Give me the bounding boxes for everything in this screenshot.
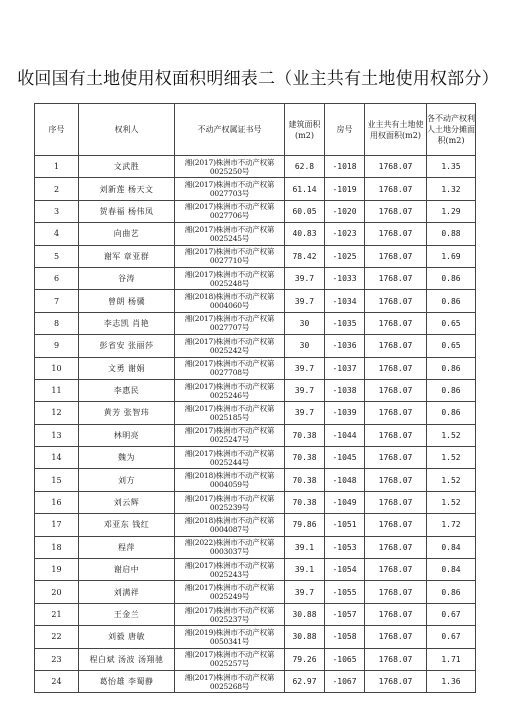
shared-land-area: 1768.07 [365, 469, 427, 491]
allocated-land-area: 0.86 [427, 379, 476, 401]
building-area: 62.8 [285, 156, 325, 178]
row-number: 10 [35, 357, 79, 379]
table-header-row [35, 104, 476, 156]
cert-number: 湘(2017)株洲市不动产权第0025257号 [175, 648, 285, 670]
table-row [35, 491, 476, 513]
row-number: 9 [35, 335, 79, 357]
col-header-cert: 不动产权属证书号 [175, 104, 285, 156]
allocated-land-area: 0.88 [427, 223, 476, 245]
cert-number: 湘(2017)株洲市不动产权第0025249号 [175, 581, 285, 603]
owner-name: 魏为 [79, 447, 175, 469]
col-header-shared: 业主共有土地使用权面积(m2) [365, 104, 427, 156]
cert-number: 湘(2022)株洲市不动产权第0003037号 [175, 536, 285, 558]
allocated-land-area: 1.52 [427, 469, 476, 491]
table-row [35, 469, 476, 491]
table-row [35, 312, 476, 334]
owner-name: 向曲艺 [79, 223, 175, 245]
table-row [35, 156, 476, 178]
shared-land-area: 1768.07 [365, 156, 427, 178]
owner-name: 文勇 谢娟 [79, 357, 175, 379]
row-number: 13 [35, 424, 79, 446]
building-area: 30.88 [285, 603, 325, 625]
building-area: 61.14 [285, 178, 325, 200]
owner-name: 黄芳 张智玮 [79, 402, 175, 424]
allocated-land-area: 0.67 [427, 626, 476, 648]
allocated-land-area: 1.52 [427, 447, 476, 469]
room-number: -1020 [325, 200, 365, 222]
allocated-land-area: 0.86 [427, 290, 476, 312]
building-area: 39.7 [285, 357, 325, 379]
cert-number: 湘(2017)株洲市不动产权第0025239号 [175, 491, 285, 513]
owner-name: 谷涛 [79, 267, 175, 289]
shared-land-area: 1768.07 [365, 245, 427, 267]
room-number: -1054 [325, 559, 365, 581]
owner-name: 李惠民 [79, 379, 175, 401]
table-row [35, 603, 476, 625]
cert-number: 湘(2018)株洲市不动产权第0004087号 [175, 514, 285, 536]
allocated-land-area: 1.36 [427, 670, 476, 692]
building-area: 70.38 [285, 424, 325, 446]
room-number: -1051 [325, 514, 365, 536]
room-number: -1049 [325, 491, 365, 513]
room-number: -1057 [325, 603, 365, 625]
building-area: 39.7 [285, 379, 325, 401]
col-header-share: 各不动产权利人土地分摊面积(m2) [427, 104, 476, 156]
allocated-land-area: 1.52 [427, 491, 476, 513]
building-area: 79.86 [285, 514, 325, 536]
row-number: 17 [35, 514, 79, 536]
owner-name: 曾朗 杨骥 [79, 290, 175, 312]
cert-number: 湘(2017)株洲市不动产权第0025243号 [175, 559, 285, 581]
cert-number: 湘(2019)株洲市不动产权第0050341号 [175, 626, 285, 648]
building-area: 39.1 [285, 536, 325, 558]
owner-name: 程萍 [79, 536, 175, 558]
table-row [35, 335, 476, 357]
room-number: -1038 [325, 379, 365, 401]
shared-land-area: 1768.07 [365, 514, 427, 536]
cert-number: 湘(2017)株洲市不动产权第0025250号 [175, 156, 285, 178]
owner-name: 刘方 [79, 469, 175, 491]
shared-land-area: 1768.07 [365, 581, 427, 603]
row-number: 24 [35, 670, 79, 692]
allocated-land-area: 0.86 [427, 402, 476, 424]
shared-land-area: 1768.07 [365, 603, 427, 625]
allocated-land-area: 1.32 [427, 178, 476, 200]
row-number: 19 [35, 559, 79, 581]
shared-land-area: 1768.07 [365, 312, 427, 334]
owner-name: 刘毅 唐敏 [79, 626, 175, 648]
table-row [35, 447, 476, 469]
shared-land-area: 1768.07 [365, 402, 427, 424]
building-area: 70.38 [285, 491, 325, 513]
table-row [35, 200, 476, 222]
cert-number: 湘(2017)株洲市不动产权第0025248号 [175, 267, 285, 289]
row-number: 6 [35, 267, 79, 289]
building-area: 40.83 [285, 223, 325, 245]
shared-land-area: 1768.07 [365, 626, 427, 648]
room-number: -1067 [325, 670, 365, 692]
shared-land-area: 1768.07 [365, 491, 427, 513]
allocated-land-area: 1.72 [427, 514, 476, 536]
owner-name: 文武胜 [79, 156, 175, 178]
row-number: 14 [35, 447, 79, 469]
owner-name: 李志凯 肖艳 [79, 312, 175, 334]
table-row [35, 379, 476, 401]
table-row [35, 514, 476, 536]
room-number: -1037 [325, 357, 365, 379]
owner-name: 刘新莲 杨天文 [79, 178, 175, 200]
table-row [35, 559, 476, 581]
allocated-land-area: 0.67 [427, 603, 476, 625]
cert-number: 湘(2017)株洲市不动产权第0027707号 [175, 312, 285, 334]
building-area: 70.38 [285, 469, 325, 491]
table-row [35, 581, 476, 603]
owner-name: 刘云辉 [79, 491, 175, 513]
room-number: -1055 [325, 581, 365, 603]
cert-number: 湘(2017)株洲市不动产权第0025268号 [175, 670, 285, 692]
building-area: 39.7 [285, 402, 325, 424]
cert-number: 湘(2017)株洲市不动产权第0027703号 [175, 178, 285, 200]
table-row [35, 267, 476, 289]
allocated-land-area: 1.52 [427, 424, 476, 446]
building-area: 39.1 [285, 559, 325, 581]
room-number: -1039 [325, 402, 365, 424]
row-number: 21 [35, 603, 79, 625]
cert-number: 湘(2017)株洲市不动产权第0025247号 [175, 424, 285, 446]
land-area-table [34, 103, 476, 693]
owner-name: 贺春福 杨伟凤 [79, 200, 175, 222]
room-number: -1034 [325, 290, 365, 312]
cert-number: 湘(2017)株洲市不动产权第0027710号 [175, 245, 285, 267]
shared-land-area: 1768.07 [365, 178, 427, 200]
row-number: 7 [35, 290, 79, 312]
allocated-land-area: 0.86 [427, 357, 476, 379]
room-number: -1036 [325, 335, 365, 357]
building-area: 70.38 [285, 447, 325, 469]
row-number: 16 [35, 491, 79, 513]
room-number: -1033 [325, 267, 365, 289]
shared-land-area: 1768.07 [365, 223, 427, 245]
table-row [35, 670, 476, 692]
allocated-land-area: 1.29 [427, 200, 476, 222]
table-row [35, 357, 476, 379]
owner-name: 邓亚东 钱红 [79, 514, 175, 536]
owner-name: 谢启中 [79, 559, 175, 581]
row-number: 8 [35, 312, 79, 334]
allocated-land-area: 0.86 [427, 581, 476, 603]
allocated-land-area: 1.71 [427, 648, 476, 670]
row-number: 12 [35, 402, 79, 424]
cert-number: 湘(2017)株洲市不动产权第0025237号 [175, 603, 285, 625]
cert-number: 湘(2017)株洲市不动产权第0025246号 [175, 379, 285, 401]
shared-land-area: 1768.07 [365, 267, 427, 289]
owner-name: 林明亮 [79, 424, 175, 446]
room-number: -1058 [325, 626, 365, 648]
room-number: -1025 [325, 245, 365, 267]
room-number: -1019 [325, 178, 365, 200]
building-area: 79.26 [285, 648, 325, 670]
building-area: 30 [285, 312, 325, 334]
cert-number: 湘(2017)株洲市不动产权第0025242号 [175, 335, 285, 357]
table-row [35, 536, 476, 558]
table-row [35, 648, 476, 670]
allocated-land-area: 1.69 [427, 245, 476, 267]
building-area: 39.7 [285, 290, 325, 312]
owner-name: 刘满祥 [79, 581, 175, 603]
building-area: 30.88 [285, 626, 325, 648]
owner-name: 王金兰 [79, 603, 175, 625]
room-number: -1044 [325, 424, 365, 446]
building-area: 39.7 [285, 267, 325, 289]
cert-number: 湘(2017)株洲市不动产权第0025245号 [175, 223, 285, 245]
shared-land-area: 1768.07 [365, 290, 427, 312]
shared-land-area: 1768.07 [365, 357, 427, 379]
row-number: 4 [35, 223, 79, 245]
col-header-owner: 权利人 [79, 104, 175, 156]
room-number: -1048 [325, 469, 365, 491]
row-number: 1 [35, 156, 79, 178]
table-row [35, 424, 476, 446]
document-title: 收回国有土地使用权面积明细表二（业主共有土地使用权部分） [17, 69, 499, 89]
owner-name: 葛怡雄 李蜀静 [79, 670, 175, 692]
cert-number: 湘(2017)株洲市不动产权第0027708号 [175, 357, 285, 379]
row-number: 2 [35, 178, 79, 200]
row-number: 18 [35, 536, 79, 558]
table-row [35, 290, 476, 312]
cert-number: 湘(2018)株洲市不动产权第0004059号 [175, 469, 285, 491]
shared-land-area: 1768.07 [365, 200, 427, 222]
shared-land-area: 1768.07 [365, 424, 427, 446]
table-row [35, 178, 476, 200]
shared-land-area: 1768.07 [365, 559, 427, 581]
shared-land-area: 1768.07 [365, 447, 427, 469]
cert-number: 湘(2017)株洲市不动产权第0027706号 [175, 200, 285, 222]
building-area: 60.05 [285, 200, 325, 222]
allocated-land-area: 0.86 [427, 267, 476, 289]
cert-number: 湘(2017)株洲市不动产权第0025185号 [175, 402, 285, 424]
table-row [35, 223, 476, 245]
row-number: 20 [35, 581, 79, 603]
row-number: 5 [35, 245, 79, 267]
allocated-land-area: 1.35 [427, 156, 476, 178]
allocated-land-area: 0.84 [427, 559, 476, 581]
col-header-no: 序号 [35, 104, 79, 156]
table-row [35, 245, 476, 267]
allocated-land-area: 0.65 [427, 312, 476, 334]
building-area: 62.97 [285, 670, 325, 692]
owner-name: 彭省安 张丽莎 [79, 335, 175, 357]
cert-number: 湘(2018)株洲市不动产权第0004060号 [175, 290, 285, 312]
row-number: 22 [35, 626, 79, 648]
shared-land-area: 1768.07 [365, 536, 427, 558]
room-number: -1035 [325, 312, 365, 334]
col-header-room: 房号 [325, 104, 365, 156]
building-area: 30 [285, 335, 325, 357]
row-number: 23 [35, 648, 79, 670]
room-number: -1065 [325, 648, 365, 670]
row-number: 11 [35, 379, 79, 401]
row-number: 15 [35, 469, 79, 491]
table-row [35, 402, 476, 424]
shared-land-area: 1768.07 [365, 335, 427, 357]
col-header-area: 建筑面积(m2) [285, 104, 325, 156]
shared-land-area: 1768.07 [365, 379, 427, 401]
building-area: 39.7 [285, 581, 325, 603]
row-number: 3 [35, 200, 79, 222]
room-number: -1045 [325, 447, 365, 469]
shared-land-area: 1768.07 [365, 670, 427, 692]
room-number: -1018 [325, 156, 365, 178]
room-number: -1053 [325, 536, 365, 558]
room-number: -1023 [325, 223, 365, 245]
cert-number: 湘(2017)株洲市不动产权第0025244号 [175, 447, 285, 469]
building-area: 78.42 [285, 245, 325, 267]
owner-name: 谢军 章亚群 [79, 245, 175, 267]
allocated-land-area: 0.84 [427, 536, 476, 558]
allocated-land-area: 0.65 [427, 335, 476, 357]
shared-land-area: 1768.07 [365, 648, 427, 670]
owner-name: 程白斌 汤波 汤翔驰 [79, 648, 175, 670]
table-row [35, 626, 476, 648]
